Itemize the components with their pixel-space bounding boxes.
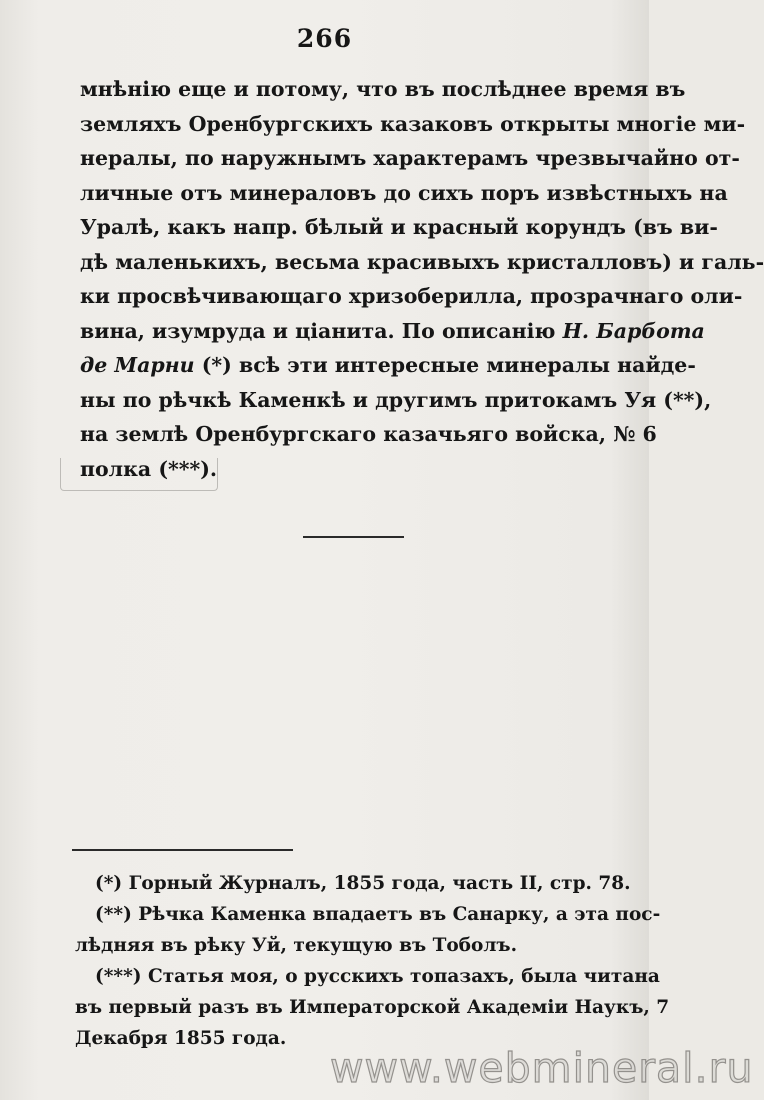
text-line (80, 417, 657, 452)
italic-text: де Марни (80, 353, 195, 377)
page-number: 266 (296, 24, 353, 53)
pencil-bracket-mark (60, 458, 218, 491)
text-line (80, 314, 705, 349)
text-segment: Уралѣ, какъ напр. бѣлый и красный корундъ (въ ви- (80, 215, 718, 239)
text-segment: личные отъ минераловъ до сихъ поръ извѣстныхъ на (80, 180, 728, 205)
text-line (80, 210, 718, 245)
footnote-rule (72, 849, 293, 851)
text-segment: на землѣ Оренбургскаго казачьяго войска, № 6 (80, 422, 657, 446)
text-segment: полка (***). (80, 456, 218, 481)
text-segment: (*) всѣ эти интересные минералы найде- (194, 353, 696, 377)
main-text (80, 72, 764, 486)
text-line (80, 72, 686, 107)
text-line (80, 245, 764, 280)
text-line (80, 141, 740, 176)
text-line (80, 348, 696, 383)
text-segment: ки просвѣчивающаго хризоберилла, прозрачнаго оли- (80, 284, 743, 308)
footnote (75, 961, 670, 1054)
italic-text: Н. Барбота (562, 318, 705, 343)
footnote-line: (**) Рѣчка Каменка впадаетъ въ Санарку, а эта пос- (95, 904, 661, 925)
footnote-line: лѣдняя въ рѣку Уй, текущую въ Тоболъ. (75, 935, 518, 956)
text-segment: вина, изумруда и ціанита. По описанію (80, 318, 563, 343)
text-segment: ны по рѣчкѣ Каменкѣ и другимъ притокамъ Уя (**), (80, 387, 712, 412)
text-segment: земляхъ Оренбургскихъ казаковъ открыты многіе ми- (80, 111, 746, 136)
footnote-line: въ первый разъ въ Императорской Академіи Наукъ, 7 (75, 997, 670, 1018)
footnote-line: (*) Горный Журналъ, 1855 года, часть II, стр. 78. (95, 873, 631, 894)
text-segment: дѣ маленькихъ, весьма красивыхъ кристалловъ) и галь- (80, 249, 764, 274)
footnote-line: Декабря 1855 года. (75, 1028, 287, 1049)
text-segment: нералы, по наружнымъ характерамъ чрезвычайно от- (80, 146, 740, 170)
text-line (80, 176, 728, 211)
footnote-line: (***) Статья моя, о русскихъ топазахъ, была читана (95, 966, 660, 987)
footnote (75, 899, 661, 961)
section-divider (303, 536, 404, 538)
text-line (80, 383, 712, 418)
watermark: www.webmineral.ru (330, 1044, 754, 1092)
footnote (75, 868, 631, 899)
text-line (80, 107, 746, 142)
text-line (80, 279, 743, 314)
footnotes (75, 868, 670, 1054)
text-segment: мнѣнію еще и потому, что въ послѣднее время въ (80, 77, 686, 101)
